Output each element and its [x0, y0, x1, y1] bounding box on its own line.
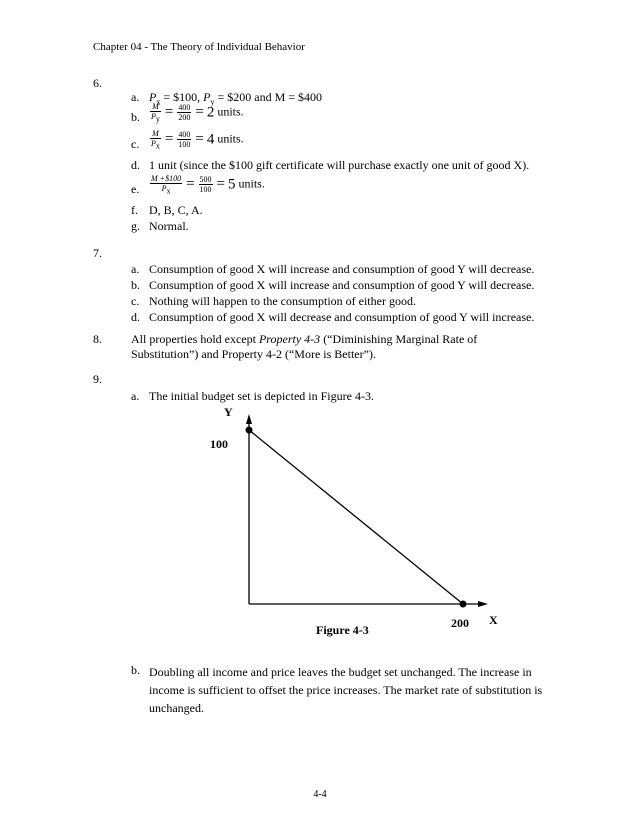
q7-c-text: Nothing will happen to the consumption of either good. — [149, 294, 416, 308]
y-axis-label: Y — [224, 405, 233, 419]
intercept-point-1 — [246, 427, 253, 434]
q7-c-label: c. — [131, 294, 140, 308]
q6-f-label: f. — [131, 203, 138, 217]
q6-d-label: d. — [131, 158, 140, 172]
q6-g-label: g. — [131, 219, 140, 233]
y-axis-arrow — [246, 414, 252, 424]
q6-c-equation: $\frac{M}{P_x}$ = $\frac{400}{100}$ = 4 units. — [151, 129, 244, 151]
x-axis-label: X — [489, 613, 498, 627]
q8-property-italic: Property 4-3 — [258, 332, 321, 346]
budget-line — [249, 430, 463, 604]
q6-d-text: 1 unit (since the $100 gift certificate will purchase exactly one unit of good X). — [149, 158, 530, 172]
q6-e-label: e. — [131, 182, 140, 196]
q7-b-text: Consumption of good X will increase and consumption of good Y will decrease. — [149, 278, 535, 292]
y-intercept-label: 100 — [210, 437, 228, 451]
q9-a-label: a. — [131, 389, 140, 403]
question-7-number: 7. — [93, 246, 102, 260]
page-footer: 4-4 — [313, 789, 327, 800]
intercept-point-2 — [460, 601, 467, 608]
q7-b-label: b. — [131, 278, 140, 292]
q6-b-equation: $\frac{M}{P_y}$ = $\frac{400}{200}$ = 2 units. — [151, 102, 244, 124]
q7-d-label: d. — [131, 310, 140, 324]
x-intercept-label: 200 — [451, 616, 469, 630]
q6-e-equation: $\frac{M +\$100}{P_x}$ = $\frac{500}{100}$ = 5 units. — [151, 174, 265, 196]
page-header: Chapter 04 - The Theory of Individual Behavior — [93, 41, 305, 53]
q7-a-text: Consumption of good X will increase and consumption of good Y will decrease. — [149, 262, 535, 276]
q6-a-text: $P_x$ = $100, $P_y$ = $200 and M = $400 — [149, 90, 322, 107]
q6-c-label: c. — [131, 137, 140, 151]
question-8-number: 8. — [93, 332, 102, 346]
q9-b-text: Doubling all income and price leaves the budget set unchanged. The increase in income is sufficient to offset the price increases. The market rate of substitution is unchanged. — [149, 665, 543, 715]
q6-a-label: a. — [131, 90, 140, 104]
figure-caption: Figure 4-3 — [316, 623, 369, 637]
question-9-number: 9. — [93, 372, 102, 386]
q6-b-label: b. — [131, 110, 140, 124]
question-6-number: 6. — [93, 76, 102, 90]
q6-f-text: D, B, C, A. — [149, 203, 203, 217]
q6-g-text: Normal. — [149, 219, 189, 233]
q7-a-label: a. — [131, 262, 140, 276]
x-axis-arrow — [478, 601, 488, 607]
q9-b-label: b. — [131, 663, 140, 677]
q7-d-text: Consumption of good X will decrease and consumption of good Y will increase. — [149, 310, 535, 324]
q9-a-text: The initial budget set is depicted in Figure 4-3. — [149, 389, 374, 403]
q8-text: All properties hold except Property 4-3 (“Diminishing Marginal Rate of Substitution”) and Property 4-2 (“More is Better”). — [131, 332, 478, 361]
